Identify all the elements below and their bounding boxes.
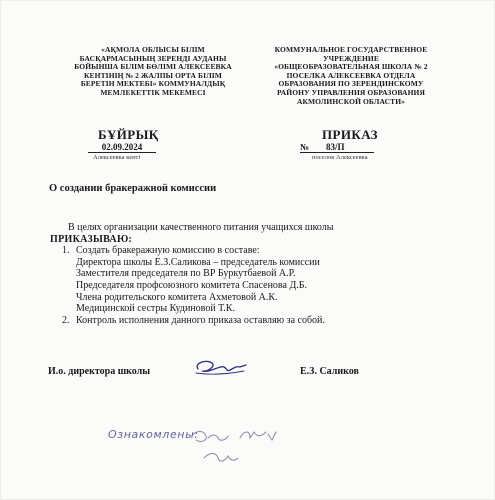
header-kz — [48, 46, 258, 98]
intro-text: В целях организации качественного питания учащихся школы — [68, 222, 334, 233]
header-kz-line: МЕМЛЕКЕТТІК МЕКЕМЕСІ — [100, 87, 206, 97]
order-word: ПРИКАЗЫВАЮ: — [50, 233, 133, 245]
order-subject: О создании бракеражной комиссии — [49, 183, 217, 194]
ru-place: поселок Алексеевка — [312, 154, 368, 161]
header-ru-line: ОБРАЗОВАНИЯ ПО ЗЕРЕНДИНСКОМУ — [278, 79, 424, 89]
commission-member: Медицинской сестры Кудиновой Т.К. — [76, 303, 235, 315]
kz-place: Алексеевка кенті — [93, 154, 141, 161]
header-ru-line: АКМОЛИНСКОЙ ОБЛАСТИ» — [296, 96, 406, 106]
header-ru-line: ПОСЕЛКА АЛЕКСЕЕВКА ОТДЕЛА — [286, 70, 416, 80]
item-number: 2. — [62, 314, 70, 326]
header-kz-line: «АҚМОЛА ОБЛЫСЫ БІЛІМ — [101, 45, 205, 54]
header-kz-line: БОЙЫНША БІЛІМ БӨЛІМІ АЛЕКСЕЕВКА — [74, 62, 232, 72]
kz-order-word: БҰЙРЫҚ — [98, 127, 159, 142]
commission-member: Директора школы Е.З.Саликова – председатель комиссии — [76, 256, 320, 268]
commission-member: Заместителя председателя по ВР Буркутбаевой А.Р. — [76, 268, 296, 280]
header-ru-line: КОММУНАЛЬНОЕ ГОСУДАРСТВЕННОЕ — [274, 45, 428, 54]
order-body — [50, 222, 450, 326]
commission-member: Председателя профсоюзного комитета Спасенова Д.Б. — [76, 279, 308, 291]
item-text: Контроль исполнения данного приказа оставляю за собой. — [76, 314, 325, 326]
header-ru-line: «ОБЩЕОБРАЗОВАТЕЛЬНАЯ ШКОЛА № 2 — [274, 62, 428, 72]
kz-order-date: 02.09.2024 — [88, 142, 156, 153]
header-ru-line: РАЙОНУ УПРАВЛЕНИЯ ОБРАЗОВАНИЯ — [277, 87, 425, 97]
ru-order-number-line — [300, 142, 374, 153]
acquaintance-signatures — [100, 426, 320, 472]
header-ru — [262, 46, 440, 106]
handwritten-signature — [190, 355, 250, 379]
header-kz-line: БАСҚАРМАСЫНЫҢ ЗЕРЕНДІ АУДАНЫ — [79, 53, 227, 63]
header-kz-line: КЕНТІНІҢ № 2 ЖАЛПЫ ОРТА БІЛІМ — [84, 70, 222, 80]
signatory-name: Е.З. Саликов — [300, 366, 359, 377]
header-kz-line: БЕРЕТІН МЕКТЕБІ» КОММУНАЛДЫҚ — [80, 79, 226, 89]
signatory-title: И.о. директора школы — [48, 366, 151, 377]
ru-order-word: ПРИКАЗ — [322, 127, 378, 142]
item-text: Создать бракеражную комиссию в составе: — [76, 245, 260, 257]
item-number: 1. — [62, 245, 70, 257]
list-item — [50, 245, 450, 257]
ru-order-number: 83/П — [326, 142, 345, 152]
number-sign: № — [300, 142, 310, 152]
acquaintance-note: Ознакомлены: — [108, 428, 199, 441]
list-item — [50, 315, 450, 327]
header-ru-line: УЧРЕЖДЕНИЕ — [323, 53, 379, 63]
commission-member: Члена родительского комитета Ахметовой А.К. — [76, 291, 278, 303]
